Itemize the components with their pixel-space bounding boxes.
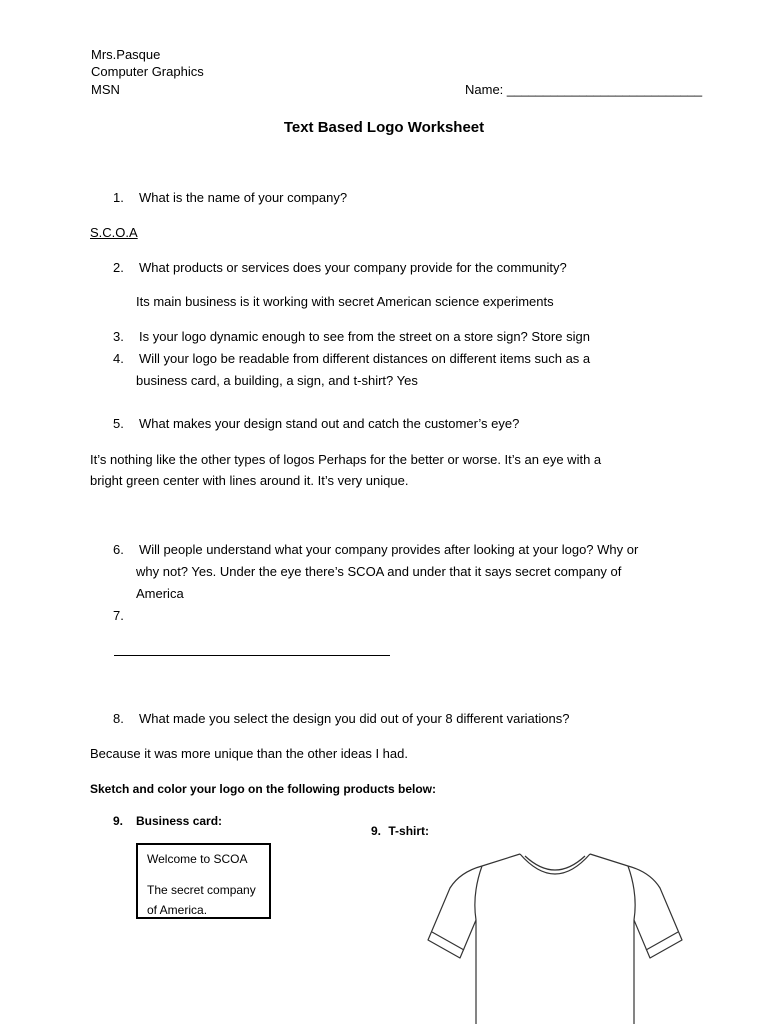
question-number: 2. bbox=[113, 260, 124, 275]
business-card-box bbox=[136, 843, 271, 919]
question-4 bbox=[113, 348, 590, 370]
answer-2: Its main business is it working with secret American science experiments bbox=[136, 294, 554, 309]
question-text: Is your logo dynamic enough to see from the street on a store sign? Store sign bbox=[139, 329, 590, 344]
business-card-line-3: of America. bbox=[147, 903, 208, 917]
teacher-name: Mrs.Pasque bbox=[91, 47, 161, 62]
question-number: 9. bbox=[113, 814, 124, 828]
question-text: What products or services does your company provide for the community? bbox=[139, 260, 567, 275]
business-card-line-2: The secret company bbox=[147, 883, 256, 897]
question-number: 7. bbox=[113, 608, 124, 623]
question-2 bbox=[113, 257, 567, 279]
question-text: Will people understand what your company provides after looking at your logo? Why or bbox=[139, 542, 639, 557]
question-text: T-shirt: bbox=[388, 824, 430, 838]
question-text: Will your logo be readable from different distances on different items such as a bbox=[139, 351, 591, 366]
question-6 bbox=[113, 539, 638, 561]
question-number: 4. bbox=[113, 351, 124, 366]
question-text: What made you select the design you did out of your 8 different variations? bbox=[139, 711, 570, 726]
business-card-line-1: Welcome to SCOA bbox=[147, 852, 248, 866]
school-name: MSN bbox=[91, 82, 120, 97]
sketch-instructions: Sketch and color your logo on the following products below: bbox=[90, 782, 437, 796]
question-8 bbox=[113, 708, 569, 730]
question-6-line-3: America bbox=[136, 586, 184, 601]
answer-5-line-1: It’s nothing like the other types of logos Perhaps for the better or worse. It’s an eye with a bbox=[90, 452, 602, 467]
question-number: 5. bbox=[113, 416, 124, 431]
question-1 bbox=[113, 187, 347, 209]
question-text: What is the name of your company? bbox=[139, 190, 348, 205]
question-4-line-2: business card, a building, a sign, and t-shirt? Yes bbox=[136, 373, 418, 388]
question-text: What makes your design stand out and catch the customer’s eye? bbox=[139, 416, 520, 431]
question-9-tshirt bbox=[371, 820, 429, 842]
answer-8: Because it was more unique than the other ideas I had. bbox=[90, 746, 408, 761]
page-title: Text Based Logo Worksheet bbox=[283, 119, 485, 136]
answer-7-line bbox=[114, 655, 390, 656]
question-number: 1. bbox=[113, 190, 124, 205]
answer-5-line-2: bright green center with lines around it. It’s very unique. bbox=[90, 473, 409, 488]
question-9-business-card bbox=[113, 810, 222, 832]
question-number: 9. bbox=[371, 824, 382, 838]
answer-1: S.C.O.A bbox=[90, 225, 138, 240]
course-name: Computer Graphics bbox=[91, 64, 204, 79]
question-number: 3. bbox=[113, 329, 124, 344]
question-number: 8. bbox=[113, 711, 124, 726]
question-number: 6. bbox=[113, 542, 124, 557]
question-3 bbox=[113, 326, 590, 348]
question-text: Business card: bbox=[136, 814, 223, 828]
question-5 bbox=[113, 413, 519, 435]
tshirt-icon bbox=[420, 848, 690, 1024]
question-6-line-2: why not? Yes. Under the eye there’s SCOA and under that it says secret company of bbox=[136, 564, 622, 579]
name-field: Name: ___________________________ bbox=[465, 82, 703, 97]
